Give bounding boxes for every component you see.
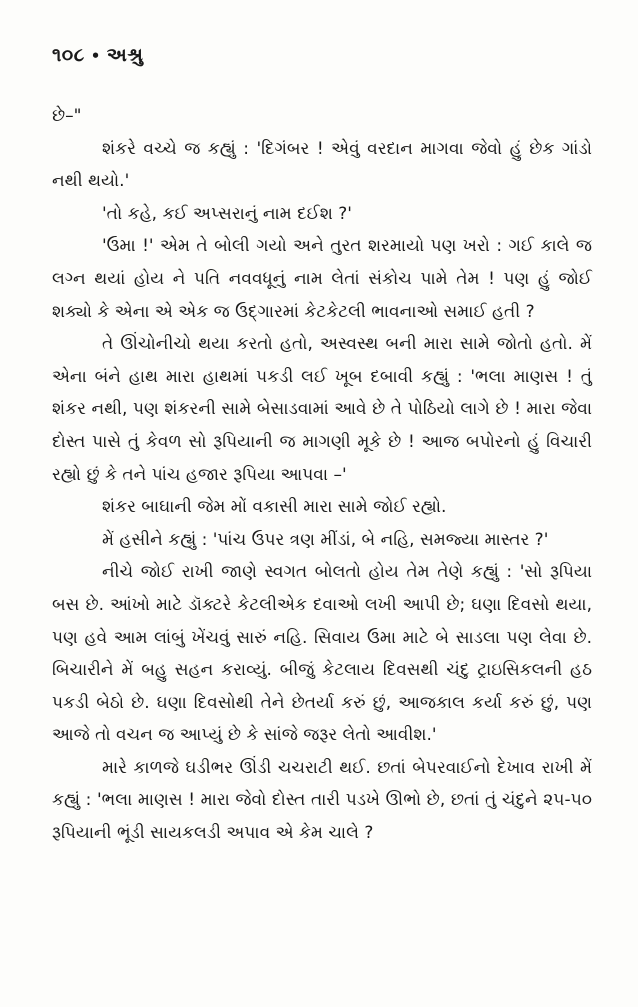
paragraph: 'તો કહે, કઈ અપ્સરાનું નામ દઈશ ?'	[102, 203, 352, 224]
paragraph: નીચે જોઈ રાખી જાણે સ્વગત બોલતો હોય તેમ તેણે કહ્યું : 'સો રૂપિયા બસ છે. આંખો માટે ડૉક્ટરે કેટલીએક દવાઓ લખી આપી છે; ઘણા દિવસો થયા, પણ હવે આમ લાંબું ખેંચવું સારું નહિ. સિવાય ઉમા માટે બે સાડલા પણ લેવા છે. બિચારીને મેં બહુ સહન કરાવ્યું. બીજું કેટલાય દિવસથી ચંદુ ટ્રાઇસિકલની હઠ પકડી બેઠો છે. ઘણા દિવસોથી તેને છેતર્યા કરું છું, આજકાલ કર્યા કરું છું, પણ આજે તો વચન જ આપ્યું છે કે સાંજે જરૂર લેતો આવીશ.'	[52, 562, 592, 746]
header-separator: •	[90, 47, 101, 65]
paragraph: છે–"	[52, 106, 82, 126]
paragraph: મારે કાળજે ઘડીભર ઊંડી ચચરાટી થઈ. છતાં બેપરવાઈનો દેખાવ રાખી મેં કહ્યું : 'ભલા માણસ ! મારા જેવો દોસ્ત તારી પડખે ઊભો છે, છતાં તું ચંદુને ૨૫-૫૦ રૂપિયાની ભૂંડી સાયકલડી અપાવ એ કેમ ચાલે ?	[52, 757, 592, 844]
paragraph: તે ઊંચોનીચો થયા કરતો હતો, અસ્વસ્થ બની મારા સામે જોતો હતો. મેં એના બંને હાથ મારા હાથમાં પકડી લઈ ખૂબ દબાવી કહ્યું : 'ભલા માણસ ! તું શંકર નથી, પણ શંકરની સામે બેસાડવામાં આવે છે તે પોઠિયો લાગે છે ! મારા જેવા દોસ્ત પાસે તું કેવળ સો રૂપિયાની જ માગણી મૂકે છે ! આજ બપોરનો હું વિચારી રહ્યો છું કે તને પાંચ હજાર રૂપિયા આપવા –'	[52, 334, 592, 485]
paragraph: મેં હસીને કહ્યું : 'પાંચ ઉપર ત્રણ મીંડાં, બે નહિ, સમજ્યા માસ્તર ?'	[102, 529, 549, 550]
paragraph: શંકરે વચ્ચે જ કહ્યું : 'દિગંબર ! એવું વરદાન માગવા જેવો હું છેક ગાંડો નથી થયો.'	[52, 138, 592, 192]
page-body	[52, 100, 592, 850]
paragraph: 'ઉમા !' એમ તે બોલી ગયો અને તુરત શરમાયો પણ ખરો : ગઈ કાલે જ લગ્ન થયાં હોય ને પતિ નવવધૂનું નામ લેતાં સંકોચ પામે તેમ ! પણ હું જોઈ શક્યો કે એના એ એક જ ઉદ્ગારમાં કેટકેટલી ભાવનાઓ સમાઈ હતી ?	[52, 236, 592, 322]
paragraph: શંકર બાઘાની જેમ મોં વકાસી મારા સામે જોઈ રહ્યો.	[102, 497, 447, 518]
page-number: ૧૦૮	[52, 44, 85, 66]
running-header	[52, 44, 143, 66]
book-title: અશ્રુ	[106, 44, 144, 66]
